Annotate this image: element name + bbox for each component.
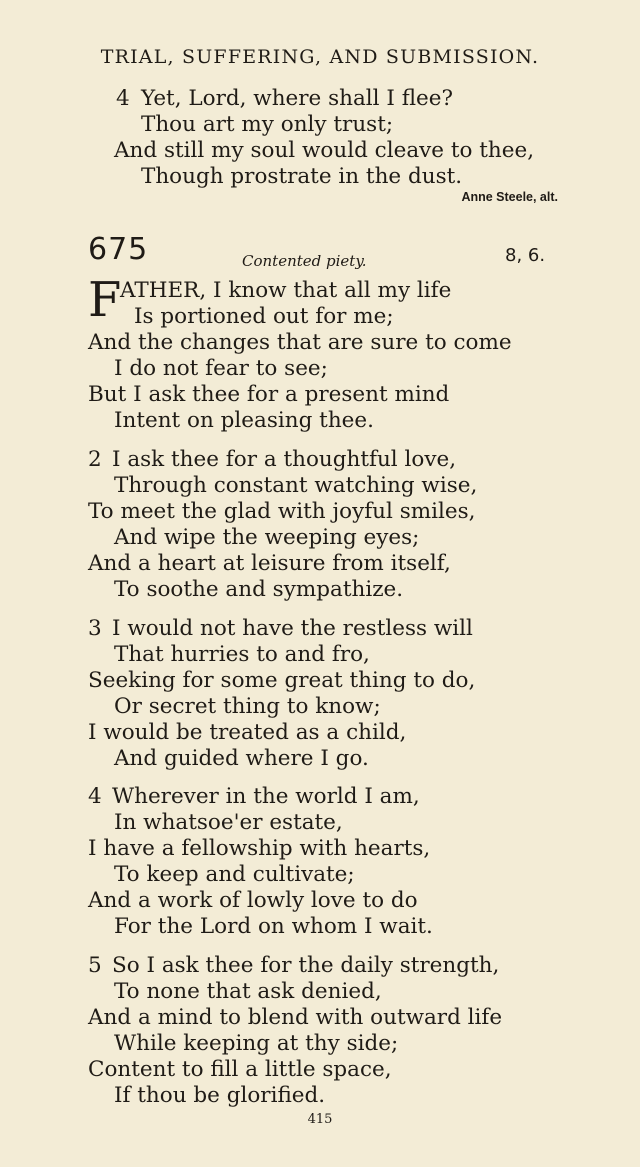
verse-line: In whatsoe'er estate, bbox=[114, 810, 343, 835]
verse-line: Yet, Lord, where shall I flee? bbox=[141, 86, 454, 111]
verse-line: While keeping at thy side; bbox=[114, 1031, 399, 1056]
verse-line: Or secret thing to know; bbox=[114, 694, 381, 719]
verse-line: And a work of lowly love to do bbox=[88, 888, 418, 913]
verse-line: If thou be glorified. bbox=[114, 1083, 326, 1108]
verse-line: To none that ask denied, bbox=[114, 979, 382, 1004]
verse-line: For the Lord on whom I wait. bbox=[114, 914, 433, 939]
verse-line: ATHER, I know that all my life bbox=[120, 278, 452, 303]
verse-line: I would be treated as a child, bbox=[88, 720, 407, 745]
verse-line: I have a fellowship with hearts, bbox=[88, 836, 431, 861]
verse-line: But I ask thee for a present mind bbox=[88, 382, 450, 407]
verse-line: That hurries to and fro, bbox=[114, 642, 370, 667]
hymn-subtitle: Contented piety. bbox=[242, 252, 367, 270]
verse-line: Thou art my only trust; bbox=[141, 112, 394, 137]
verse-line: Seeking for some great thing to do, bbox=[88, 668, 476, 693]
verse-line: To soothe and sympathize. bbox=[114, 577, 404, 602]
verse-line: I ask thee for a thoughtful love, bbox=[112, 447, 457, 472]
drop-cap: F bbox=[88, 272, 122, 328]
verse-line: To meet the glad with joyful smiles, bbox=[88, 499, 476, 524]
stanza-number: 3 bbox=[88, 616, 102, 641]
verse-line: I do not fear to see; bbox=[114, 356, 328, 381]
verse-line: Content to fill a little space, bbox=[88, 1057, 392, 1082]
verse-line: Through constant watching wise, bbox=[114, 473, 478, 498]
page-number: 415 bbox=[307, 1112, 333, 1127]
verse-line: To keep and cultivate; bbox=[114, 862, 355, 887]
verse-line: And wipe the weeping eyes; bbox=[114, 525, 420, 550]
verse-line: And still my soul would cleave to thee, bbox=[114, 138, 535, 163]
verse-line: Wherever in the world I am, bbox=[112, 784, 420, 809]
running-header: TRIAL, SUFFERING, AND SUBMISSION. bbox=[100, 46, 540, 68]
stanza-number: 4 bbox=[88, 784, 102, 809]
verse-line: I would not have the restless will bbox=[112, 616, 473, 641]
verse-line: Intent on pleasing thee. bbox=[114, 408, 374, 433]
verse-line: Though prostrate in the dust. bbox=[141, 164, 463, 189]
verse-line: And a mind to blend with outward life bbox=[88, 1005, 503, 1030]
stanza-number: 4 bbox=[116, 86, 130, 111]
verse-line: Is portioned out for me; bbox=[134, 304, 394, 329]
author-attribution: Anne Steele, alt. bbox=[461, 190, 558, 204]
verse-line: So I ask thee for the daily strength, bbox=[112, 953, 500, 978]
verse-line: And a heart at leisure from itself, bbox=[88, 551, 451, 576]
verse-line: And the changes that are sure to come bbox=[88, 330, 512, 355]
verse-line: And guided where I go. bbox=[114, 746, 369, 771]
hymn-number: 675 bbox=[88, 232, 149, 267]
hymn-meter: 8, 6. bbox=[505, 245, 546, 266]
stanza-number: 2 bbox=[88, 447, 102, 472]
stanza-number: 5 bbox=[88, 953, 102, 978]
